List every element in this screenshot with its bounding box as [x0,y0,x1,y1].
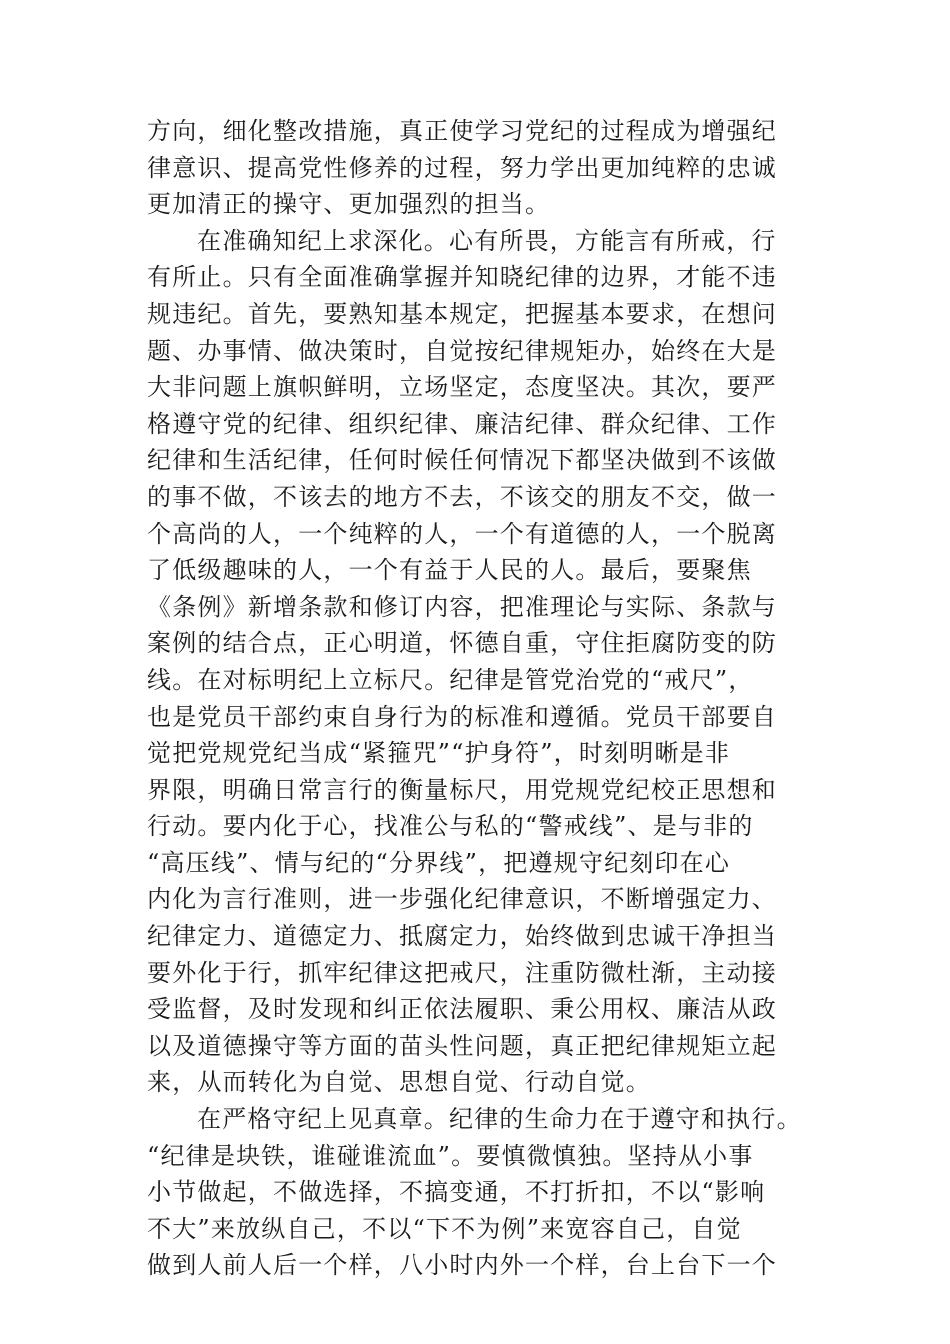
text-line: 个高尚的人，一个纯粹的人，一个有道德的人，一个脱离 [147,519,777,548]
text-line: 不大”来放纵自己，不以“下不为例”来宽容自己，自觉 [147,1214,742,1243]
paragraph-start-line: 在严格守纪上见真章。纪律的生命力在于遵守和执行。 [197,1105,802,1134]
text-line: 做到人前人后一个样，八小时内外一个样，台上台下一个 [147,1251,777,1280]
text-line: “高压线”、情与纪的“分界线”，把遵规守纪刻印在心 [147,848,731,877]
text-line: 小节做起，不做选择，不搞变通，不打折扣，不以“影响 [147,1178,766,1207]
text-line: 线。在对标明纪上立标尺。纪律是管党治党的“戒尺”， [147,665,754,694]
body-text [147,113,807,1284]
paragraph-start-line: 在准确知纪上求深化。心有所畏，方能言有所戒，行 [197,226,777,255]
text-line: 内化为言行准则，进一步强化纪律意识，不断增强定力、 [147,885,777,914]
text-line: 纪律定力、道德定力、抵腐定力，始终做到忠诚干净担当 [147,922,777,951]
text-line: 《条例》新增条款和修订内容，把准理论与实际、条款与 [147,592,777,621]
text-line: 了低级趣味的人，一个有益于人民的人。最后，要聚焦 [147,556,752,585]
text-line: 大非问题上旗帜鲜明，立场坚定，态度坚决。其次，要严 [147,373,777,402]
text-line: 的事不做，不该去的地方不去，不该交的朋友不交，做一 [147,482,777,511]
text-line: “纪律是块铁，谁碰谁流血”。要慎微慎独。坚持从小事 [147,1141,754,1170]
text-line: 格遵守党的纪律、组织纪律、廉洁纪律、群众纪律、工作 [147,409,777,438]
text-line: 有所止。只有全面准确掌握并知晓纪律的边界，才能不违 [147,263,777,292]
text-line: 题、办事情、做决策时，自觉按纪律规矩办，始终在大是 [147,336,777,365]
text-line: 受监督，及时发现和纠正依法履职、秉公用权、廉洁从政 [147,995,777,1024]
text-line: 觉把党规党纪当成“紧箍咒”“护身符”，时刻明晰是非 [147,739,731,768]
text-line: 律意识、提高党性修养的过程，努力学出更加纯粹的忠诚 [147,153,777,182]
text-line: 来，从而转化为自觉、思想自觉、行动自觉。 [147,1068,651,1097]
text-line: 方向，细化整改措施，真正使学习党纪的过程成为增强纪 [147,117,777,145]
text-line: 要外化于行，抓牢纪律这把戒尺，注重防微杜渐，主动接 [147,958,777,987]
text-line: 纪律和生活纪律，任何时候任何情况下都坚决做到不该做 [147,446,777,475]
text-line: 以及道德操守等方面的苗头性问题，真正把纪律规矩立起 [147,1031,777,1060]
text-line: 规违纪。首先，要熟知基本规定，把握基本要求，在想问 [147,299,777,328]
text-line: 界限，明确日常言行的衡量标尺，用党规党纪校正思想和 [147,775,777,804]
text-line: 案例的结合点，正心明道，怀德自重，守住拒腐防变的防 [147,629,777,658]
text-line: 行动。要内化于心，找准公与私的“警戒线”、是与非的 [147,812,754,841]
text-line: 也是党员干部约束自身行为的标准和遵循。党员干部要自 [147,702,777,731]
text-line: 更加清正的操守、更加强烈的担当。 [147,190,551,219]
